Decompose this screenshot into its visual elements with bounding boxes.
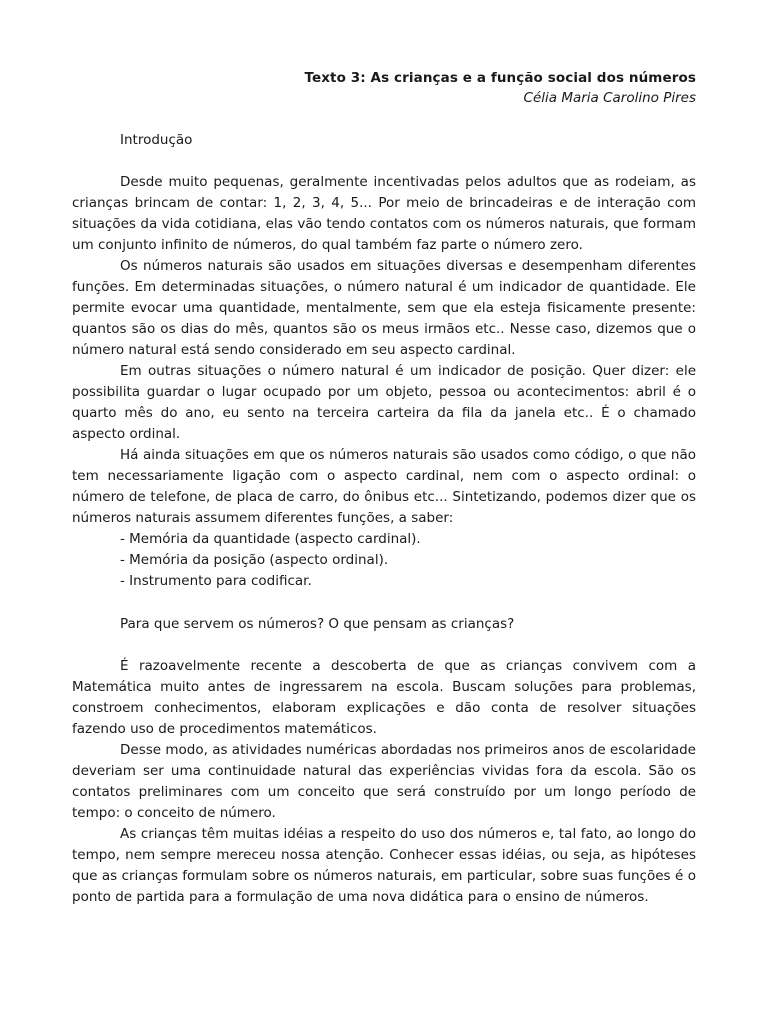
list-item: - Memória da quantidade (aspecto cardinal). <box>120 531 421 547</box>
document-title: Texto 3: As crianças e a função social dos números <box>304 70 696 86</box>
section-heading-question: Para que servem os números? O que pensam as crianças? <box>120 616 515 632</box>
paragraph-7: As crianças têm muitas idéias a respeito do uso dos números e, tal fato, ao longo do tempo, nem sempre mereceu nossa atenção. Conhecer essas idéias, ou seja, as hipóteses que as crianças formulam sobre os números naturais, em particular, sobre suas funções é o ponto de partida para a formulação de uma nova didática para o ensino de números. <box>72 826 696 905</box>
section-heading-intro: Introdução <box>120 132 193 148</box>
list-item: - Memória da posição (aspecto ordinal). <box>120 552 389 568</box>
paragraph-6: Desse modo, as atividades numéricas abordadas nos primeiros anos de escolaridade deveriam ser uma continuidade natural das experiências vividas fora da escola. São os contatos preliminares com um conceito que será construído por um longo período de tempo: o conceito de número. <box>72 742 696 821</box>
paragraph-5: É razoavelmente recente a descoberta de que as crianças convivem com a Matemática muito antes de ingressarem na escola. Buscam soluções para problemas, constroem conhecimentos, elaboram explicações e dão conta de resolver situações fazendo uso de procedimentos matemáticos. <box>72 658 696 737</box>
paragraph-3: Em outras situações o número natural é um indicador de posição. Quer dizer: ele possibilita guardar o lugar ocupado por um objeto, pessoa ou acontecimentos: abril é o quarto mês do ano, eu sento na terceira carteira da fila da janela etc.. É o chamado aspecto ordinal. <box>72 363 696 442</box>
paragraph-4: Há ainda situações em que os números naturais são usados como código, o que não tem necessariamente ligação com o aspecto cardinal, nem com o aspecto ordinal: o número de telefone, de placa de carro, do ônibus etc... Sintetizando, podemos dizer que os números naturais assumem diferentes funções, a saber: <box>72 447 696 526</box>
document-author: Célia Maria Carolino Pires <box>523 90 696 106</box>
list-item: - Instrumento para codificar. <box>120 573 312 589</box>
paragraph-1: Desde muito pequenas, geralmente incentivadas pelos adultos que as rodeiam, as crianças brincam de contar: 1, 2, 3, 4, 5... Por meio de brincadeiras e de interação com situações da vida cotidiana, elas vão tendo contatos com os números naturais, que formam um conjunto infinito de números, do qual também faz parte o número zero. <box>72 174 696 253</box>
functions-list <box>72 529 696 592</box>
paragraph-2: Os números naturais são usados em situações diversas e desempenham diferentes funções. Em determinadas situações, o número natural é um indicador de quantidade. Ele permite evocar uma quantidade, mentalmente, sem que ela esteja fisicamente presente: quantos são os dias do mês, quantos são os meus irmãos etc.. Nesse caso, dizemos que o número natural está sendo considerado em seu aspecto cardinal. <box>72 258 696 358</box>
document-page <box>72 68 696 908</box>
